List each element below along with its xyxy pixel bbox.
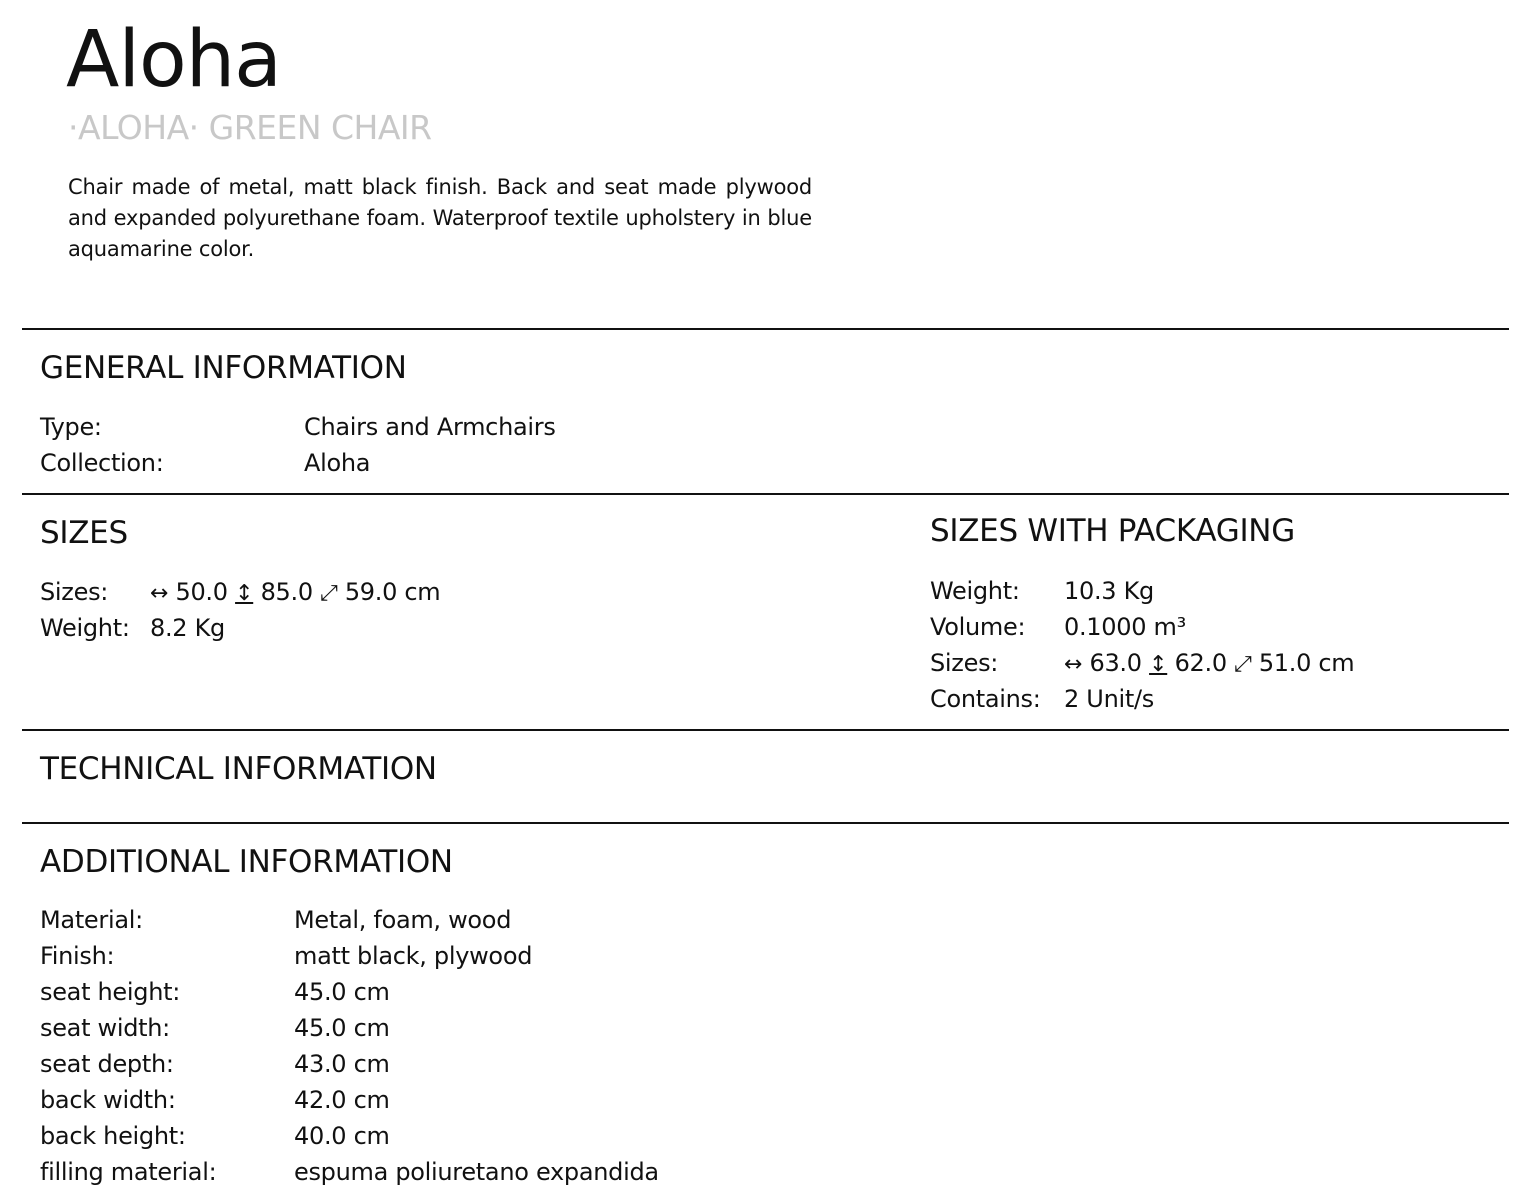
- info-value: 45.0 cm: [294, 978, 390, 1006]
- weight-value: 8.2 Kg: [150, 614, 225, 642]
- packaging-volume-row: [930, 609, 1186, 645]
- info-value: 42.0 cm: [294, 1086, 390, 1114]
- info-label: Material:: [40, 906, 143, 934]
- height-value: 85.0: [260, 578, 313, 606]
- info-label: Type:: [40, 413, 102, 441]
- packaging-weight-row: [930, 573, 1154, 609]
- info-row-collection: [40, 445, 370, 481]
- info-label: seat height:: [40, 978, 181, 1006]
- info-label: Collection:: [40, 449, 164, 477]
- width-value: 50.0: [175, 578, 228, 606]
- info-label: filling material:: [40, 1158, 217, 1186]
- height-arrow-icon: ↕: [1149, 652, 1168, 677]
- divider: [22, 729, 1509, 731]
- info-row-back-width: [40, 1082, 390, 1118]
- width-arrow-icon: ↔: [150, 581, 169, 606]
- packaging-weight-value: 10.3 Kg: [1064, 577, 1154, 605]
- product-description: Chair made of metal, matt black finish. Back and seat made plywood and expanded polyurethane foam. Waterproof textile upholstery in blue aquamarine color.: [68, 175, 812, 261]
- info-label: Finish:: [40, 942, 115, 970]
- info-label: seat width:: [40, 1014, 170, 1042]
- info-row-finish: [40, 938, 532, 974]
- info-label: back height:: [40, 1122, 186, 1150]
- packaging-weight-label: Weight:: [930, 577, 1020, 605]
- packaging-contains-row: [930, 681, 1154, 717]
- info-value: matt black, plywood: [294, 942, 533, 970]
- divider: [22, 328, 1509, 330]
- info-value: 43.0 cm: [294, 1050, 390, 1078]
- section-heading: SIZES WITH PACKAGING: [930, 513, 1295, 549]
- width-value: 63.0: [1089, 649, 1142, 677]
- info-value: Aloha: [304, 449, 371, 477]
- info-value: 40.0 cm: [294, 1122, 390, 1150]
- depth-value: 59.0 cm: [344, 578, 441, 606]
- divider: [22, 822, 1509, 824]
- info-value: espuma poliuretano expandida: [294, 1158, 659, 1186]
- height-value: 62.0: [1174, 649, 1227, 677]
- info-row-back-height: [40, 1118, 390, 1154]
- depth-value: 51.0 cm: [1258, 649, 1355, 677]
- weight-row: [40, 610, 225, 646]
- info-value: Chairs and Armchairs: [304, 413, 556, 441]
- sizes-label: Sizes:: [40, 578, 109, 606]
- divider: [22, 493, 1509, 495]
- depth-arrow-icon: ⤢: [1234, 652, 1252, 677]
- info-row-seat-height: [40, 974, 390, 1010]
- depth-arrow-icon: ⤢: [320, 581, 338, 606]
- info-row-material: [40, 902, 511, 938]
- info-label: seat depth:: [40, 1050, 174, 1078]
- info-row-seat-depth: [40, 1046, 390, 1082]
- info-value: Metal, foam, wood: [294, 906, 512, 934]
- packaging-contains-value: 2 Unit/s: [1064, 685, 1154, 713]
- section-heading: SIZES: [40, 515, 128, 551]
- info-row-seat-width: [40, 1010, 390, 1046]
- height-arrow-icon: ↕: [235, 581, 254, 606]
- info-value: 45.0 cm: [294, 1014, 390, 1042]
- sizes-row: [40, 574, 440, 612]
- info-row-type: [40, 409, 556, 445]
- packaging-contains-label: Contains:: [930, 685, 1041, 713]
- width-arrow-icon: ↔: [1064, 652, 1083, 677]
- section-heading: ADDITIONAL INFORMATION: [40, 844, 453, 880]
- packaging-sizes-label: Sizes:: [930, 649, 999, 677]
- info-label: back width:: [40, 1086, 176, 1114]
- packaging-volume-label: Volume:: [930, 613, 1026, 641]
- weight-label: Weight:: [40, 614, 130, 642]
- packaging-sizes-row: [930, 645, 1354, 683]
- product-title: Aloha: [66, 15, 281, 105]
- product-subtitle: ·ALOHA· GREEN CHAIR: [68, 108, 432, 147]
- section-heading: GENERAL INFORMATION: [40, 350, 407, 386]
- packaging-volume-value: 0.1000 m³: [1064, 613, 1186, 641]
- section-heading: TECHNICAL INFORMATION: [40, 751, 437, 787]
- info-row-filling-material: [40, 1154, 659, 1190]
